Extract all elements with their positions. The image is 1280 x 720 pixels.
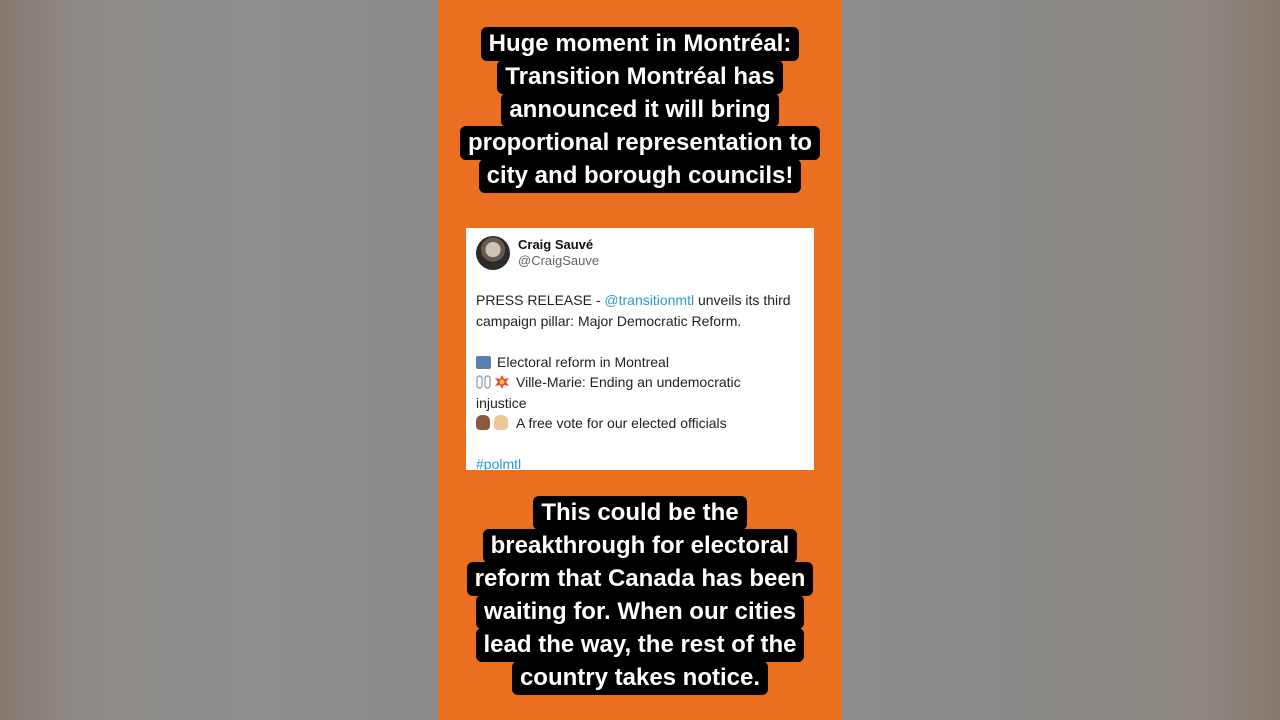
- tweet-text: Ville-Marie: Ending an undemocratic: [516, 374, 741, 390]
- bottom-caption-line: waiting for. When our cities: [476, 595, 804, 629]
- bottom-caption-line: breakthrough for electoral: [483, 529, 798, 563]
- hashtag-link[interactable]: #polmtl: [476, 456, 522, 472]
- author-handle[interactable]: @CraigSauve: [518, 253, 600, 268]
- press-release-label: PRESS RELEASE -: [476, 292, 605, 308]
- bottom-caption-line: This could be the: [533, 496, 746, 530]
- tweet-list-item: [476, 372, 804, 393]
- tweet-list-item: [476, 352, 804, 373]
- tweet-spacer: [476, 434, 804, 455]
- broken-chain-icon: [476, 375, 492, 389]
- raised-hand-dark-icon: [476, 415, 490, 430]
- tweet-text: A free vote for our elected officials: [516, 415, 727, 431]
- tweet-list-item: [476, 413, 804, 434]
- bottom-caption-line: lead the way, the rest of the: [476, 628, 805, 662]
- tweet-header: [476, 236, 804, 270]
- avatar[interactable]: [476, 236, 510, 270]
- bottom-caption-line: country takes notice.: [512, 661, 768, 695]
- tweet-text: injustice: [476, 394, 527, 411]
- mention-link[interactable]: @transitionmtl: [604, 292, 695, 308]
- tweet-spacer: [476, 331, 804, 352]
- collision-icon: [494, 375, 510, 389]
- tweet-text: campaign pillar: Major Democratic Reform.: [476, 312, 742, 329]
- tweet-author: [518, 237, 599, 269]
- tweet-text: Electoral reform in Montreal: [497, 353, 669, 370]
- top-caption-line: Huge moment in Montréal:: [481, 27, 800, 61]
- top-caption-line: proportional representation to: [460, 126, 820, 160]
- top-caption-line: announced it will bring: [501, 93, 778, 127]
- ballot-box-icon: [476, 356, 491, 369]
- tweet-text: unveils its third: [694, 292, 791, 308]
- bottom-caption: [438, 497, 842, 695]
- tweet-line: [476, 290, 804, 311]
- author-name[interactable]: Craig Sauvé: [518, 237, 594, 252]
- top-caption-line: Transition Montréal has: [497, 60, 782, 94]
- top-caption: [438, 28, 842, 193]
- tweet-body: [476, 290, 804, 475]
- raised-hand-light-icon: [494, 415, 508, 430]
- top-caption-line: city and borough councils!: [479, 159, 802, 193]
- bottom-caption-line: reform that Canada has been: [467, 562, 814, 596]
- tweet-card: [466, 228, 814, 470]
